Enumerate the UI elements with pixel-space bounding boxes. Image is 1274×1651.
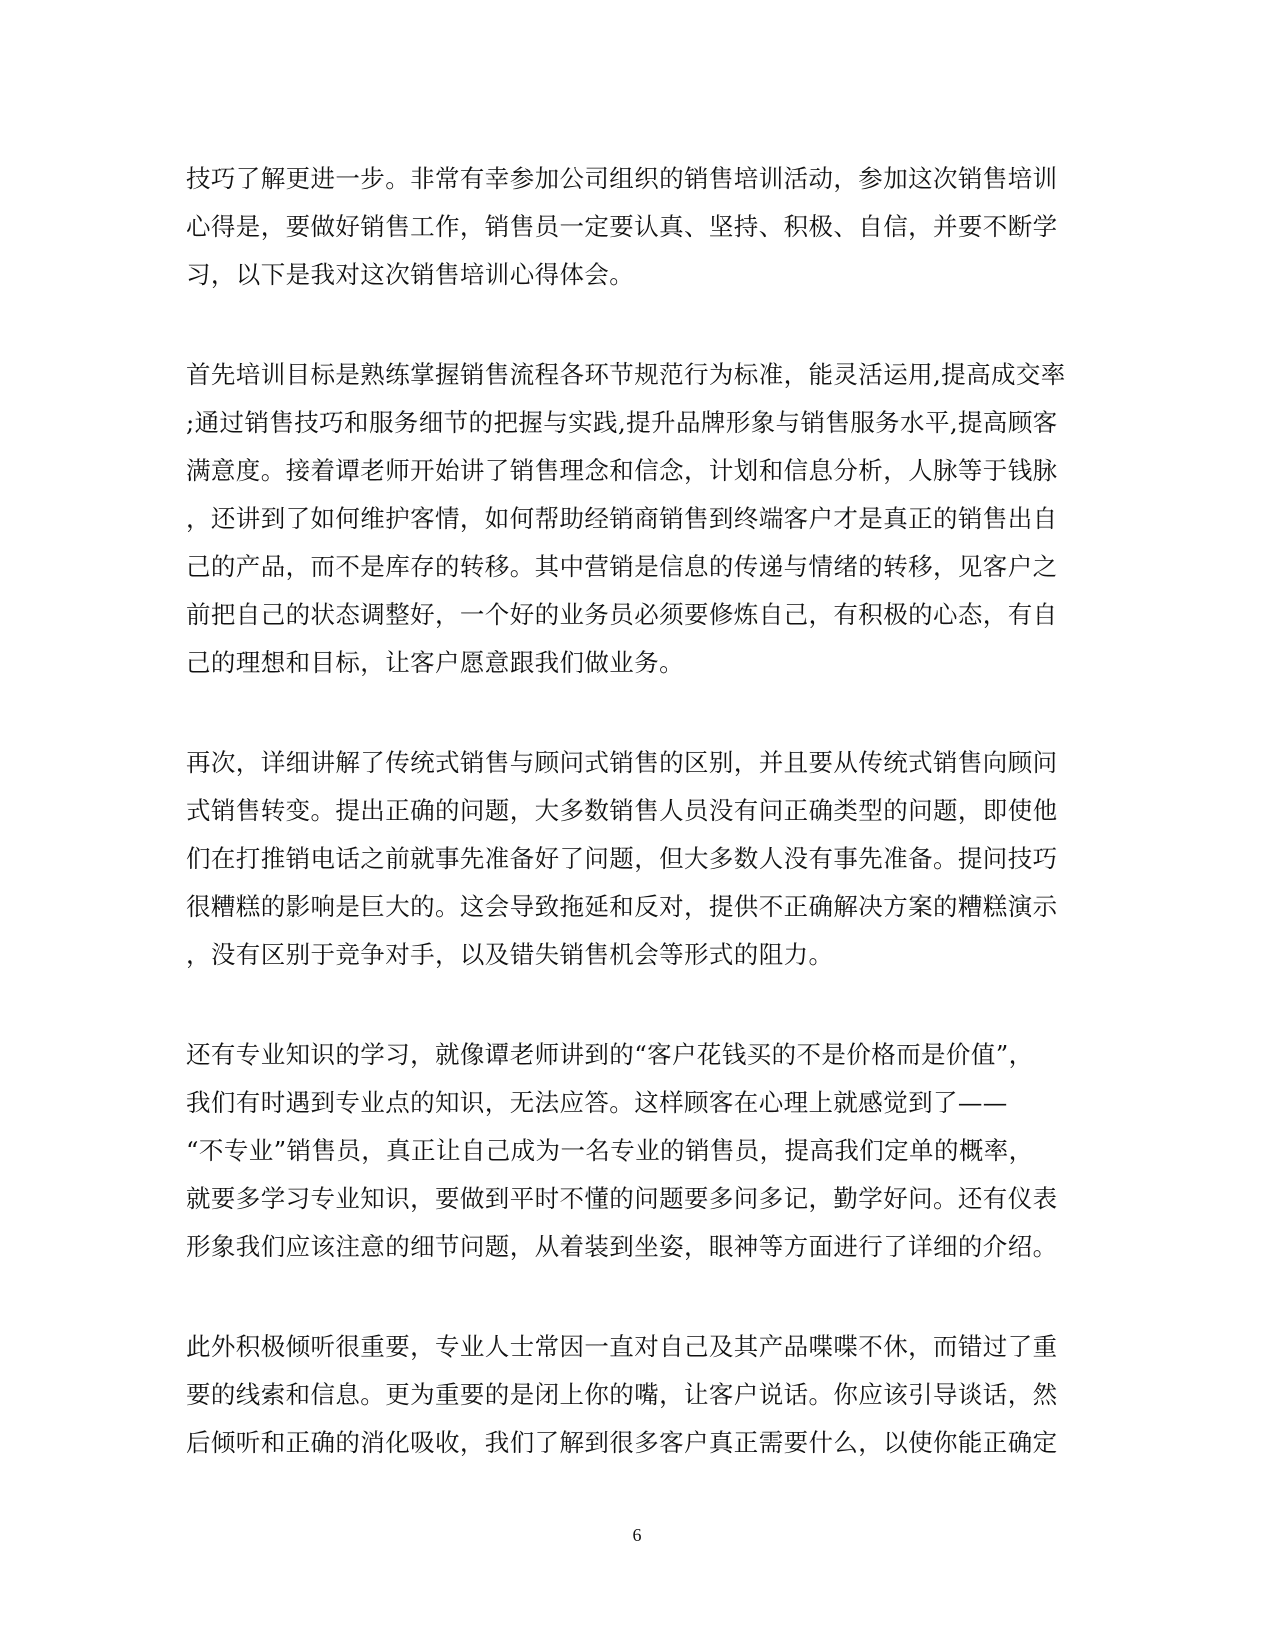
text-line: ，没有区别于竞争对手，以及错失销售机会等形式的阻力。 [186,940,834,969]
text-line: 心得是，要做好销售工作，销售员一定要认真、坚持、积极、自信，并要不断学 [186,212,1058,241]
text-line: 们在打推销电话之前就事先准备好了问题，但大多数人没有事先准备。提问技巧 [186,844,1058,873]
text-line: 己的产品，而不是库存的转移。其中营销是信息的传递与情绪的转移，见客户之 [186,552,1058,581]
text-line: ，还讲到了如何维护客情，如何帮助经销商销售到终端客户才是真正的销售出自 [186,504,1058,533]
text-line: 式销售转变。提出正确的问题，大多数销售人员没有问正确类型的问题，即使他 [186,796,1058,825]
text-line: 很糟糕的影响是巨大的。这会导致拖延和反对，提供不正确解决方案的糟糕演示 [186,892,1058,921]
text-line: 此外积极倾听很重要，专业人士常因一直对自己及其产品喋喋不休，而错过了重 [186,1332,1058,1361]
body-text [186,155,1066,1519]
text-line: 形象我们应该注意的细节问题，从着装到坐姿，眼神等方面进行了详细的介绍。 [186,1232,1058,1261]
paragraph [186,739,1066,979]
paragraph [186,1031,1066,1271]
text-line: 首先培训目标是熟练掌握销售流程各环节规范行为标准，能灵活运用,提高成交率 [186,360,1066,389]
page-number: 6 [632,1525,642,1545]
text-line: 要的线索和信息。更为重要的是闭上你的嘴，让客户说话。你应该引导谈话，然 [186,1380,1058,1409]
text-line: ;通过销售技巧和服务细节的把握与实践,提升品牌形象与销售服务水平,提高顾客 [186,408,1058,437]
text-line: 后倾听和正确的消化吸收，我们了解到很多客户真正需要什么，以使你能正确定 [186,1428,1058,1457]
paragraph [186,351,1066,687]
text-line: 就要多学习专业知识，要做到平时不懂的问题要多问多记，勤学好问。还有仪表 [186,1184,1058,1213]
text-line: 技巧了解更进一步。非常有幸参加公司组织的销售培训活动，参加这次销售培训 [186,164,1058,193]
text-line: 习，以下是我对这次销售培训心得体会。 [186,260,635,289]
text-line: 己的理想和目标，让客户愿意跟我们做业务。 [186,648,684,677]
text-line: 前把自己的状态调整好，一个好的业务员必须要修炼自己，有积极的心态，有自 [186,600,1058,629]
paragraph [186,155,1066,299]
paragraph [186,1323,1066,1467]
text-line: 我们有时遇到专业点的知识，无法应答。这样顾客在心理上就感觉到了—— [186,1088,1008,1117]
text-line: 再次，详细讲解了传统式销售与顾问式销售的区别，并且要从传统式销售向顾问 [186,748,1058,777]
text-line: 还有专业知识的学习，就像谭老师讲到的“客户花钱买的不是价格而是价值”， [186,1040,1034,1069]
text-line: 满意度。接着谭老师开始讲了销售理念和信念，计划和信息分析，人脉等于钱脉 [186,456,1058,485]
text-line: “不专业”销售员，真正让自己成为一名专业的销售员，提高我们定单的概率， [186,1136,1034,1165]
